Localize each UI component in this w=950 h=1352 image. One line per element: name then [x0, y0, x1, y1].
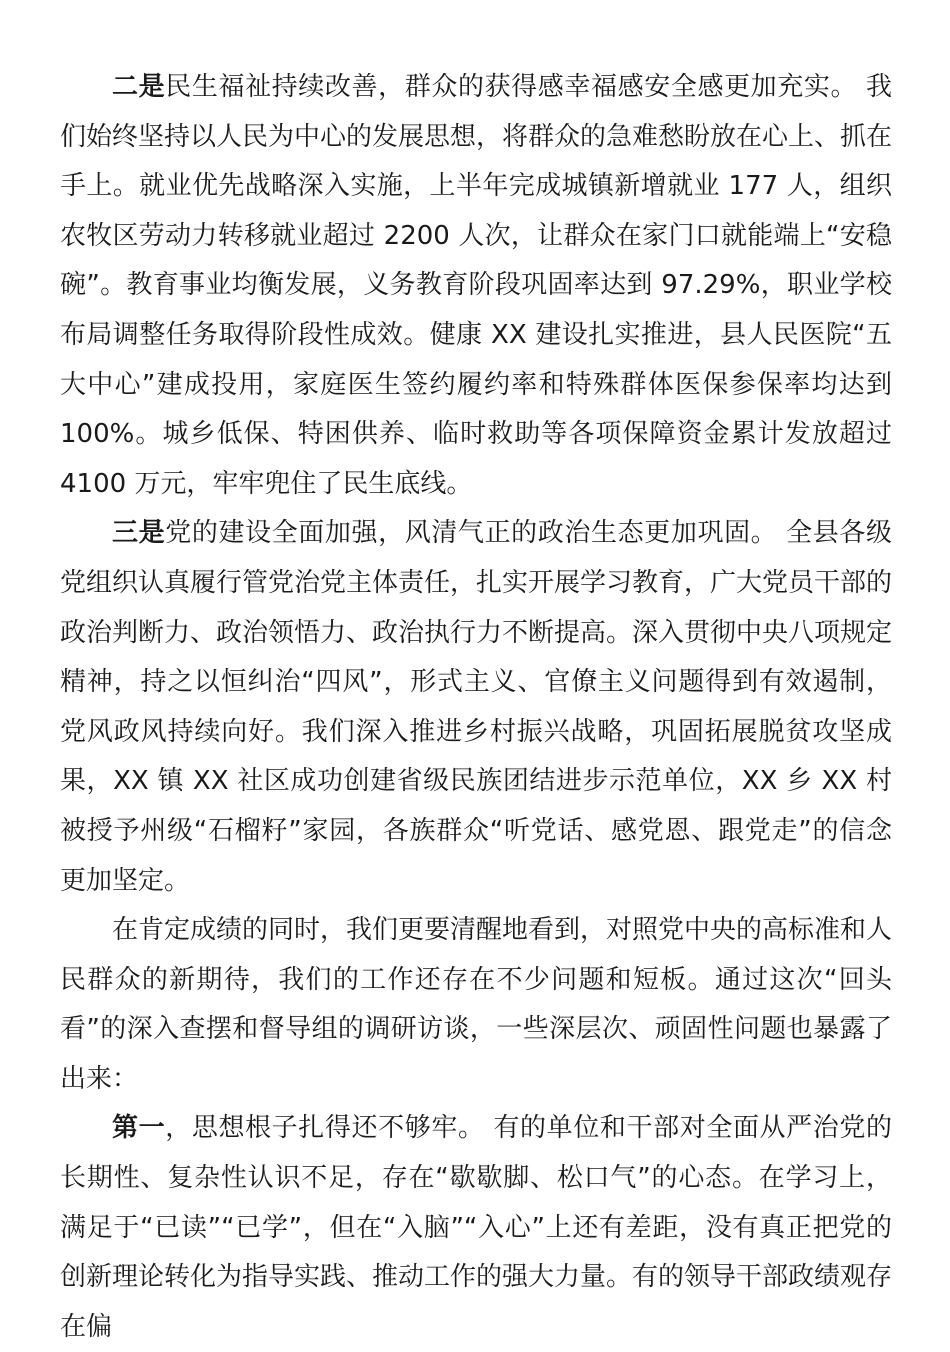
paragraph-lead: 三是 — [112, 518, 166, 549]
paragraph-body: 民生福祉持续改善，群众的获得感幸福感安全感更加充实。 我们始终坚持以人民为中心的发展思想，将群众的急难愁盼放在心上、抓在手上。就业优先战略深入实施，上半年完成城镇新增就业 177 人，组织农牧区劳动力转移就业超过 2200 人次，让群众在家门口就能端上“安稳碗”。教育事业均衡发展，义务教育阶段巩固率达到 97.29%，职业学校布局调整任务取得阶段性成效。健康 XX 建设扎实推进，县人民医院“五大中心”建成投用，家庭医生签约履约率和特殊群体医保参保率均达到 100%。城乡低保、特困供养、临时救助等各项保障资金累计发放超过 4100 万元，牢牢兜住了民生底线。 — [60, 72, 893, 499]
paragraph-first-problem — [60, 1104, 892, 1352]
paragraph-party-building — [60, 509, 892, 906]
paragraph-body: ，思想根子扎得还不够牢。 有的单位和干部对全面从严治党的长期性、复杂性认识不足，存在“歇歇脚、松口气”的心态。在学习上，满足于“已读”“已学”，但在“入脑”“入心”上还有差距，没有真正把党的创新理论转化为指导实践、推动工作的强大力量。有的领导干部政绩观存在偏 — [60, 1113, 893, 1342]
document-page — [60, 63, 892, 1352]
paragraph-livelihood — [60, 63, 892, 509]
paragraph-body: 党的建设全面加强，风清气正的政治生态更加巩固。 全县各级党组织认真履行管党治党主体责任，扎实开展学习教育，广大党员干部的政治判断力、政治领悟力、政治执行力不断提高。深入贯彻中央八项规定精神，持之以恒纠治“四风”，形式主义、官僚主义问题得到有效遏制，党风政风持续向好。我们深入推进乡村振兴战略，巩固拓展脱贫攻坚成果，XX 镇 XX 社区成功创建省级民族团结进步示范单位，XX 乡 XX 村被授予州级“石榴籽”家园，各族群众“听党话、感党恩、跟党走”的信念更加坚定。 — [60, 518, 893, 896]
paragraph-body: 在肯定成绩的同时，我们更要清醒地看到，对照党中央的高标准和人民群众的新期待，我们的工作还存在不少问题和短板。通过这次“回头看”的深入查摆和督导组的调研访谈，一些深层次、顽固性问题也暴露了出来： — [60, 915, 893, 1094]
paragraph-lead: 第一 — [112, 1113, 166, 1144]
paragraph-problems-intro — [60, 906, 892, 1104]
paragraph-lead: 二是 — [112, 72, 166, 102]
